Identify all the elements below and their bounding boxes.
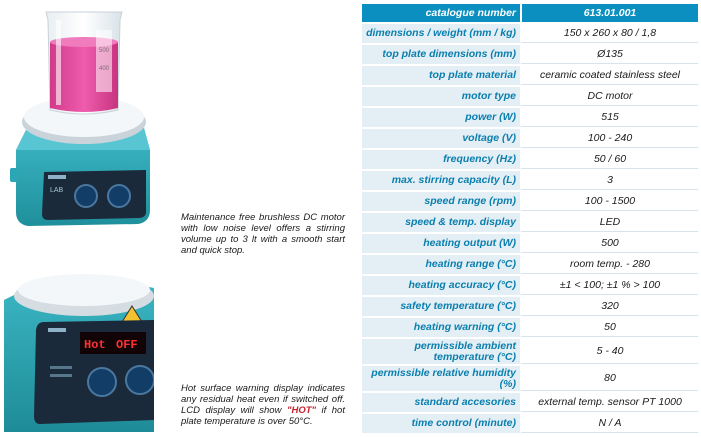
brand-logo-icon xyxy=(48,175,66,179)
spec-value: 515 xyxy=(520,108,698,127)
beaker-mark-mid: 400 xyxy=(99,66,110,72)
spec-row xyxy=(362,87,698,106)
product-photo-stirrer xyxy=(4,0,154,232)
spec-row xyxy=(362,414,698,433)
spec-label: heating output (W) xyxy=(362,234,520,253)
spec-value: 80 xyxy=(520,366,698,391)
product-photo-display xyxy=(4,270,154,432)
spec-row xyxy=(362,45,698,64)
spec-row xyxy=(362,297,698,316)
spec-label: heating warning (°C) xyxy=(362,318,520,337)
display-off-text: OFF xyxy=(116,338,138,352)
spec-label: permissible relative humidity (%) xyxy=(362,366,520,391)
spec-label: power (W) xyxy=(362,108,520,127)
spec-label: heating range (°C) xyxy=(362,255,520,274)
spec-value: 3 xyxy=(520,171,698,190)
spec-row xyxy=(362,276,698,295)
spec-row xyxy=(362,108,698,127)
spec-value: 613.01.001 xyxy=(520,4,698,22)
spec-label: voltage (V) xyxy=(362,129,520,148)
spec-label: dimensions / weight (mm / kg) xyxy=(362,24,520,43)
spec-label: speed range (rpm) xyxy=(362,192,520,211)
spec-value: 150 x 260 x 80 / 1,8 xyxy=(520,24,698,43)
spec-label: speed & temp. display xyxy=(362,213,520,232)
spec-label: heating accuracy (°C) xyxy=(362,276,520,295)
caption-motor: Maintenance free brushless DC motor with low noise level offers a stirring volume up to 3 lt with a smooth start and quick stop. xyxy=(181,212,345,256)
speed-knob-icon xyxy=(75,185,97,207)
spec-value: ±1 < 100; ±1 % > 100 xyxy=(520,276,698,295)
temperature-knob-icon xyxy=(108,185,130,207)
spec-row xyxy=(362,171,698,190)
spec-label: top plate dimensions (mm) xyxy=(362,45,520,64)
spec-row xyxy=(362,150,698,169)
spec-label: safety temperature (°C) xyxy=(362,297,520,316)
spec-row xyxy=(362,192,698,211)
spec-row xyxy=(362,393,698,412)
spec-value: Ø135 xyxy=(520,45,698,64)
spec-label: frequency (Hz) xyxy=(362,150,520,169)
caption-hot-warning xyxy=(181,383,345,427)
spec-row xyxy=(362,129,698,148)
spec-label: permissible ambient temperature (°C) xyxy=(362,339,520,364)
spec-value: 500 xyxy=(520,234,698,253)
spec-value: 50 xyxy=(520,318,698,337)
brand-label: LAB xyxy=(50,187,64,194)
control-panel-illustration xyxy=(4,270,154,432)
spec-label: time control (minute) xyxy=(362,414,520,433)
spec-value: 100 - 1500 xyxy=(520,192,698,211)
spec-label: standard accesories xyxy=(362,393,520,412)
spec-label: motor type xyxy=(362,87,520,106)
spec-label: catalogue number xyxy=(362,4,520,22)
hotplate-stirrer-illustration xyxy=(4,0,154,232)
caption-hot-pre: Hot surface warning display indicates any residual heat even if switched off. LCD display will show xyxy=(181,383,345,416)
caption-hot-post: if hot plate temperature is over 50°C. xyxy=(181,405,345,427)
caption-hot-word: "HOT" xyxy=(286,405,317,416)
spec-value: 5 - 40 xyxy=(520,339,698,364)
display-hot-text: Hot xyxy=(84,338,106,352)
temperature-knob-icon-2 xyxy=(126,366,154,394)
spec-value: 100 - 240 xyxy=(520,129,698,148)
spec-row xyxy=(362,366,698,391)
spec-row xyxy=(362,66,698,85)
beaker-mark-top: 500 xyxy=(99,48,110,54)
spec-row xyxy=(362,339,698,364)
spec-row xyxy=(362,234,698,253)
spec-value: ceramic coated stainless steel xyxy=(520,66,698,85)
spec-label: top plate material xyxy=(362,66,520,85)
spec-label: max. stirring capacity (L) xyxy=(362,171,520,190)
speed-knob-icon-2 xyxy=(88,368,116,396)
spec-value: external temp. sensor PT 1000 xyxy=(520,393,698,412)
spec-row-catalogue xyxy=(362,4,698,22)
spec-value: DC motor xyxy=(520,87,698,106)
spec-row xyxy=(362,24,698,43)
brand-logo-icon-2 xyxy=(48,328,66,332)
specification-table xyxy=(362,2,698,435)
spec-value: room temp. - 280 xyxy=(520,255,698,274)
spec-value: N / A xyxy=(520,414,698,433)
spec-row xyxy=(362,255,698,274)
spec-row xyxy=(362,213,698,232)
spec-row xyxy=(362,318,698,337)
spec-value: LED xyxy=(520,213,698,232)
spec-value: 50 / 60 xyxy=(520,150,698,169)
spec-value: 320 xyxy=(520,297,698,316)
